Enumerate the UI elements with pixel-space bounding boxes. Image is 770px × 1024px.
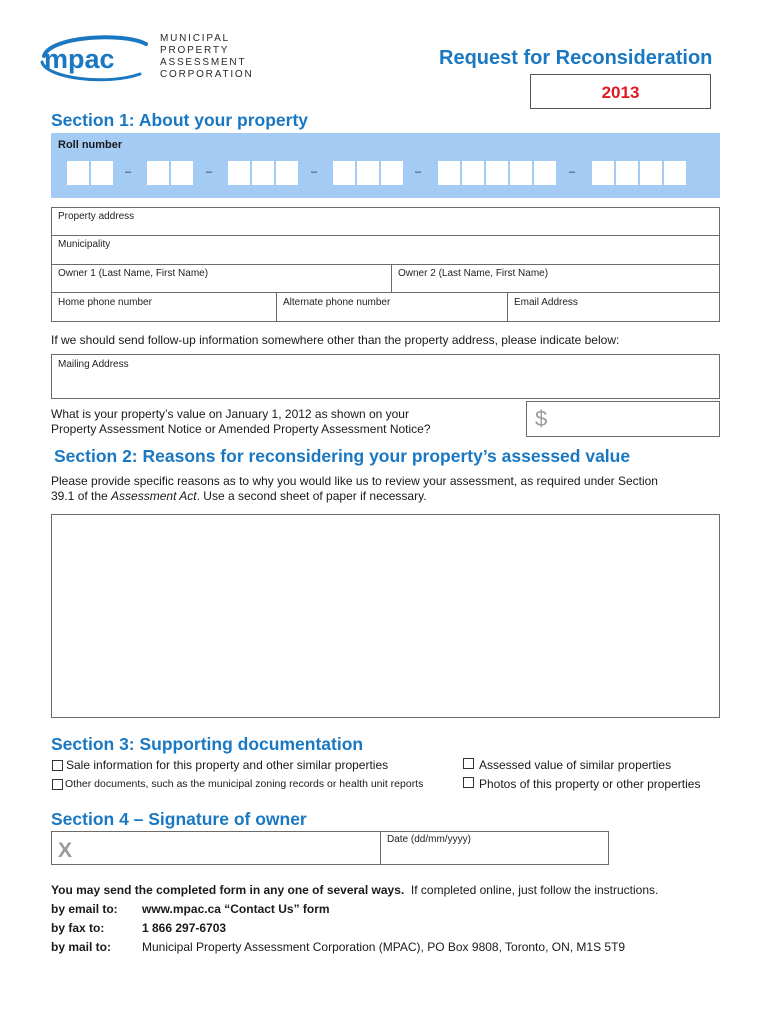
owner1-field[interactable] (51, 264, 392, 293)
roll-digit-box[interactable] (462, 161, 484, 185)
owner1-label: Owner 1 (Last Name, First Name) (58, 268, 209, 279)
sale-info-checkbox[interactable] (52, 760, 63, 771)
year-box: 2013 (530, 74, 711, 109)
email-method-value: www.mpac.ca “Contact Us” form (142, 902, 330, 916)
roll-digit-box[interactable] (664, 161, 686, 185)
roll-digit-box[interactable] (592, 161, 614, 185)
roll-digit-box[interactable] (333, 161, 355, 185)
fax-method-value: 1 866 297-6703 (142, 921, 227, 935)
email-field[interactable] (507, 292, 720, 322)
logo-wordmark: mpac (44, 44, 115, 74)
roll-digit-box[interactable] (357, 161, 379, 185)
logo-text: MUNICIPAL PROPERTY ASSESSMENT CORPORATION (160, 33, 254, 80)
photos-label: Photos of this property or other properties (479, 777, 701, 791)
other-documents-checkbox[interactable] (52, 779, 63, 790)
roll-digit-box[interactable] (640, 161, 662, 185)
photos-checkbox[interactable] (463, 777, 474, 788)
owner2-field[interactable] (391, 264, 720, 293)
date-label: Date (dd/mm/yyyy) (387, 834, 471, 845)
roll-separator: – (206, 166, 213, 178)
roll-separator: – (311, 166, 318, 178)
owner2-label: Owner 2 (Last Name, First Name) (398, 268, 549, 279)
email-label: Email Address (514, 297, 578, 308)
roll-separator: – (415, 166, 422, 178)
mailing-address-field[interactable] (51, 354, 720, 399)
roll-digit-box[interactable] (171, 161, 193, 185)
property-address-field[interactable] (51, 207, 720, 236)
section2-instructions: Please provide specific reasons as to why you would like us to review your assessment, as required under Section 39.1 of the Assessment Act. Use a second sheet of paper if necessary. (51, 474, 658, 503)
roll-digit-box[interactable] (228, 161, 250, 185)
roll-digit-box[interactable] (67, 161, 89, 185)
roll-digit-box[interactable] (486, 161, 508, 185)
roll-digit-box[interactable] (616, 161, 638, 185)
section4-heading: Section 4 – Signature of owner (51, 809, 307, 829)
alternate-phone-field[interactable] (276, 292, 508, 322)
email-method-label: by email to: (51, 902, 118, 916)
reasons-textarea[interactable] (51, 514, 720, 718)
property-value-question: What is your property’s value on January 1, 2012 as shown on your Property Assessment Notice or Amended Property Assessment Notice? (51, 407, 431, 436)
roll-digit-box[interactable] (91, 161, 113, 185)
home-phone-field[interactable] (51, 292, 277, 322)
dollar-sign: $ (535, 406, 548, 431)
submission-intro: You may send the completed form in any one of several ways. If completed online, just follow the instructions. (51, 883, 659, 897)
home-phone-label: Home phone number (58, 297, 152, 308)
municipality-label: Municipality (58, 239, 111, 250)
followup-note: If we should send follow-up information somewhere other than the property address, please indicate below: (51, 333, 620, 347)
roll-digit-box[interactable] (534, 161, 556, 185)
mail-method-label: by mail to: (51, 940, 112, 954)
date-field[interactable] (380, 831, 609, 865)
other-documents-label: Other documents, such as the municipal zoning records or health unit reports (65, 778, 424, 790)
roll-digit-box[interactable] (252, 161, 274, 185)
sale-info-label: Sale information for this property and other similar properties (66, 758, 389, 772)
form-title: Request for Reconsideration (439, 47, 713, 69)
roll-digit-box[interactable] (147, 161, 169, 185)
section2-heading: Section 2: Reasons for reconsidering your property’s assessed value (54, 446, 631, 466)
roll-digit-box[interactable] (438, 161, 460, 185)
signature-field[interactable] (51, 831, 381, 865)
section1-heading: Section 1: About your property (51, 110, 309, 130)
mpac-logo (36, 30, 154, 84)
mail-method-value: Municipal Property Assessment Corporation (MPAC), PO Box 9808, Toronto, ON, M1S 5T9 (142, 940, 626, 954)
section3-heading: Section 3: Supporting documentation (51, 734, 364, 754)
municipality-field[interactable] (51, 235, 720, 265)
assessed-value-label: Assessed value of similar properties (479, 758, 672, 772)
signature-mark: X (58, 839, 73, 862)
property-address-label: Property address (58, 211, 135, 222)
roll-separator: – (125, 166, 132, 178)
alternate-phone-label: Alternate phone number (283, 297, 391, 308)
roll-digit-box[interactable] (510, 161, 532, 185)
roll-number-label: Roll number (58, 139, 123, 151)
assessed-value-checkbox[interactable] (463, 758, 474, 769)
fax-method-label: by fax to: (51, 921, 105, 935)
mailing-address-label: Mailing Address (58, 359, 129, 370)
roll-digit-box[interactable] (381, 161, 403, 185)
assessment-act-title: Assessment Act (111, 489, 197, 503)
property-value-field[interactable] (526, 401, 720, 437)
roll-digit-box[interactable] (276, 161, 298, 185)
roll-separator: – (569, 166, 576, 178)
